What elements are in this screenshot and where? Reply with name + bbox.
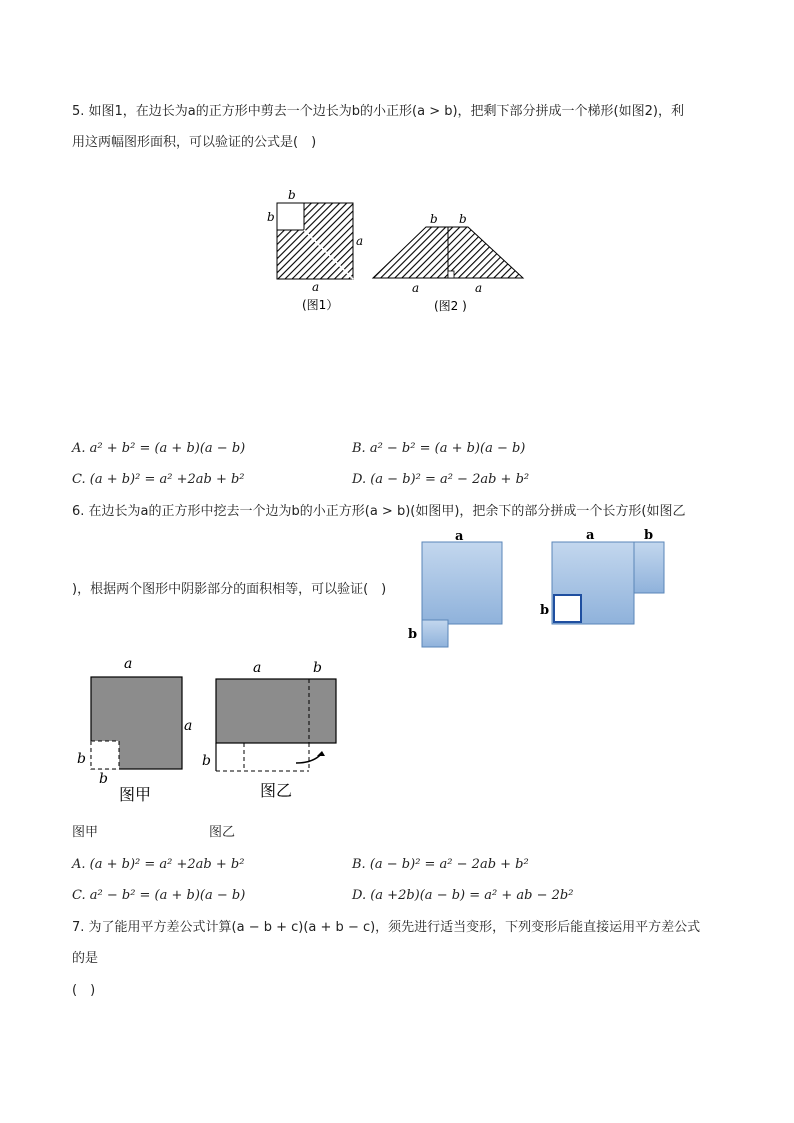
blue1-label-b: b bbox=[408, 627, 418, 642]
q6-option-d[interactable]: D. (a +2b)(a − b) = a² + ab − 2b² bbox=[352, 888, 574, 903]
jia-caption: 图甲 bbox=[119, 785, 152, 804]
fig1-label-a-bottom: a bbox=[312, 280, 320, 294]
blue2-strip bbox=[634, 542, 664, 593]
q6-gray-figure-yi bbox=[196, 652, 346, 807]
q6-option-c[interactable]: C. a² − b² = (a + b)(a − b) bbox=[72, 888, 246, 903]
q5-text-line2: 用这两幅图形面积，可以验证的公式是( ) bbox=[72, 135, 317, 150]
fig2-label-b2: b bbox=[459, 212, 467, 226]
q7-text-line2: 的是 bbox=[72, 951, 99, 966]
q5-figure-1 bbox=[258, 185, 378, 315]
yi-label-b-left: b bbox=[202, 753, 211, 769]
fig2-label-b1: b bbox=[430, 212, 438, 226]
fig2-label-a1: a bbox=[412, 281, 420, 295]
yi-rectangle bbox=[216, 679, 336, 743]
q6-blue-figure-1 bbox=[405, 528, 515, 653]
fig1-label-b-left: b bbox=[267, 210, 275, 224]
q6-label-jia: 图甲 bbox=[72, 825, 99, 840]
q6-text-line2: )，根据两个图形中阴影部分的面积相等，可以验证( ) bbox=[72, 582, 387, 597]
fig2-label-a2: a bbox=[475, 281, 483, 295]
q6-label-yi: 图乙 bbox=[209, 825, 236, 840]
q6-option-b[interactable]: B. (a − b)² = a² − 2ab + b² bbox=[352, 857, 529, 872]
blue1-small-square bbox=[422, 620, 448, 647]
jia-label-b-bottom: b bbox=[99, 771, 108, 787]
fig1-removed-square bbox=[277, 203, 304, 230]
yi-label-b-top: b bbox=[313, 660, 322, 676]
jia-label-b-left: b bbox=[77, 751, 86, 767]
q5-option-d[interactable]: D. (a − b)² = a² − 2ab + b² bbox=[352, 472, 530, 487]
blue2-label-b-left: b bbox=[540, 603, 550, 618]
q7-text-line3: ( ) bbox=[72, 983, 96, 998]
q5-option-b[interactable]: B. a² − b² = (a + b)(a − b) bbox=[352, 441, 526, 456]
fig1-label-a-right: a bbox=[356, 234, 364, 248]
q5-text-line1: 5. 如图1，在边长为a的正方形中剪去一个边长为b的小正形(a > b)，把剩下部分拼成一个梯形(如图2)，利 bbox=[72, 104, 684, 119]
q5-figure-2 bbox=[368, 205, 533, 315]
q5-option-c[interactable]: C. (a + b)² = a² +2ab + b² bbox=[72, 472, 245, 487]
q5-option-a[interactable]: A. a² + b² = (a + b)(a − b) bbox=[72, 441, 246, 456]
blue1-label-a: a bbox=[455, 529, 464, 544]
q7-text-line1: 7. 为了能用平方差公式计算(a − b + c)(a + b − c)，须先进行适当变形，下列变形后能直接运用平方差公式 bbox=[72, 920, 701, 935]
jia-label-a-right: a bbox=[184, 718, 193, 734]
blue1-large-square bbox=[422, 542, 502, 624]
blue2-label-a: a bbox=[586, 528, 595, 543]
q6-text-line1: 6. 在边长为a的正方形中挖去一个边为b的小正方形(a > b)(如图甲)，把余下的部分拼成一个长方形(如图乙 bbox=[72, 504, 686, 519]
q6-blue-figure-2 bbox=[538, 526, 673, 631]
q6-option-a[interactable]: A. (a + b)² = a² +2ab + b² bbox=[72, 857, 245, 872]
jia-label-a-top: a bbox=[124, 656, 133, 672]
fig2-caption: (图2 ) bbox=[434, 299, 467, 313]
yi-caption: 图乙 bbox=[260, 781, 293, 800]
fig1-caption: (图1） bbox=[302, 298, 339, 312]
blue2-removed-square bbox=[554, 595, 581, 622]
q6-gray-figure-jia bbox=[72, 652, 202, 807]
yi-label-a-top: a bbox=[253, 660, 262, 676]
jia-removed-square bbox=[91, 741, 119, 769]
fig1-label-b-top: b bbox=[288, 188, 296, 202]
blue2-label-b-top: b bbox=[644, 528, 654, 543]
